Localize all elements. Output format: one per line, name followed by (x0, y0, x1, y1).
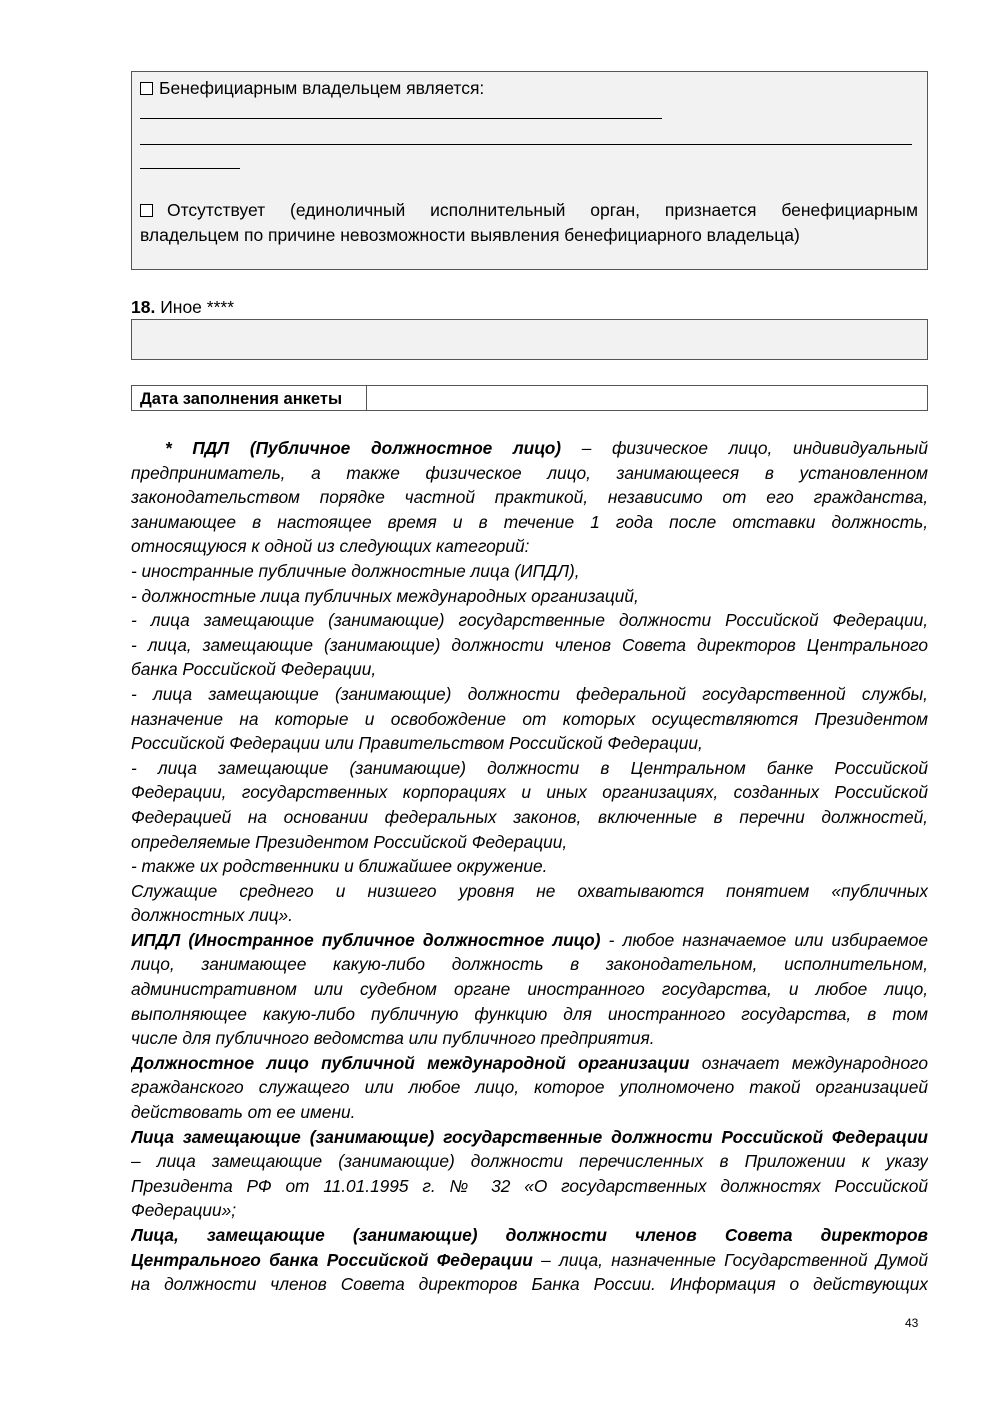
ipdl-line-5: числе для публичного ведомства или публичного предприятия. (131, 1028, 655, 1049)
category-6-line-3: Федерацией на основании федеральных законов, включенные в перечни должностей, (131, 806, 928, 827)
checkbox-beneficiary[interactable] (140, 82, 153, 95)
notes (131, 436, 928, 1297)
category-1: - иностранные публичные должностные лица (ИПДЛ), (131, 560, 580, 581)
category-4-line-2: банка Российской Федерации, (131, 659, 377, 680)
staff-line-1: Служащие среднего и низшего уровня не охватываются понятием «публичных (131, 880, 928, 901)
rf-line-1 (131, 1125, 928, 1150)
rf-line-2: – лица замещающие (занимающие) должности перечисленных в Приложении к указу (131, 1151, 928, 1172)
absent-line-1: Отсутствует (единоличный исполнительный орган, признается бенефициарным (167, 200, 918, 220)
category-6-line-4: определяемые Президентом Российской Федерации, (131, 831, 568, 852)
checkbox-absent[interactable] (140, 204, 153, 217)
category-2: - должностные лица публичных международных организаций, (131, 585, 639, 606)
date-label: Дата заполнения анкеты (140, 390, 343, 408)
rf-line-3: Президента РФ от 11.01.1995 г. № 32 «О государственных должностях Российской (131, 1175, 928, 1196)
cb-term-1: Лица, замещающие (занимающие) должности членов Совета директоров (131, 1225, 928, 1245)
intl-term: Должностное лицо публичной международной организации (131, 1052, 690, 1073)
absent-line-2: владельцем по причине невозможности выявления бенефициарного владельца) (140, 225, 800, 245)
fill-line-2[interactable] (140, 144, 912, 145)
intl-line-2: гражданского служащего или любое лицо, которое уполномочено такой организацией (131, 1077, 928, 1098)
category-5-line-1: - лица замещающие (занимающие) должности федеральной государственной службы, (131, 683, 928, 704)
section-18-number: 18. (131, 297, 156, 317)
category-3: - лица замещающие (занимающие) государственные должности Российской Федерации, (131, 610, 928, 631)
category-5-line-2: назначение на которые и освобождение от которых осуществляются Президентом (131, 708, 928, 729)
rf-line-4: Федерации»; (131, 1200, 237, 1221)
ipdl-line-1: ИПДЛ (Иностранное публичное должностное лицо) - любое назначаемое или избираемое (131, 929, 928, 950)
pdl-line-5: относящуюся к одной из следующих категорий: (131, 536, 530, 557)
category-6-line-2: Федерации, государственных корпорациях и иных организациях, созданных Российской (131, 782, 928, 803)
intl-line-1: Должностное лицо публичной международной организации означает международного (131, 1052, 928, 1073)
pdl-line-2: предприниматель, а также физическое лицо, занимающееся в установленном (131, 462, 928, 483)
category-6-line-1: - лица замещающие (занимающие) должности в Центральном банке Российской (131, 757, 928, 778)
date-value-field[interactable] (368, 386, 927, 410)
section-18-label: Иное **** (160, 297, 235, 317)
category-7: - также их родственники и ближайшее окружение. (131, 856, 548, 877)
cb-term-2: Центрального банка Российской Федерации (131, 1249, 533, 1270)
beneficiary-option-label: Бенефициарным владельцем является: (159, 78, 485, 98)
pdl-term: * ПДЛ (Публичное должностное лицо) (165, 438, 562, 458)
page-number: 43 (905, 1316, 919, 1330)
beneficiary-option (140, 76, 484, 100)
ipdl-term: ИПДЛ (Иностранное публичное должностное лицо) (131, 929, 601, 950)
cb-line-3: на должности членов Совета директоров Банка России. Информация о действующих (131, 1274, 928, 1295)
category-4-line-1: - лица, замещающие (занимающие) должности членов Совета директоров Центрального (131, 634, 928, 655)
pdl-line-3: законодательством порядке частной практикой, независимо от его гражданства, (131, 487, 928, 508)
section-18-field[interactable] (131, 319, 928, 360)
staff-line-2: должностных лиц». (131, 905, 293, 926)
fill-line-1[interactable] (140, 118, 662, 119)
absent-option (140, 198, 918, 222)
fill-line-3[interactable] (140, 168, 240, 169)
pdl-line-1: * ПДЛ (Публичное должностное лицо) – физическое лицо, индивидуальный (131, 436, 928, 461)
ipdl-line-2: лицо, занимающее какую-либо должность в законодательном, исполнительном, (131, 954, 928, 975)
ipdl-line-3: административном или судебном органе иностранного государства, и любое лицо, (131, 979, 928, 1000)
category-5-line-3: Российской Федерации или Правительством Российской Федерации, (131, 733, 703, 754)
ipdl-line-4: выполняющее какую-либо публичную функцию для иностранного государства, в том (131, 1003, 928, 1024)
rf-term: Лица замещающие (занимающие) государственные должности Российской Федерации (131, 1126, 928, 1147)
cb-line-1 (131, 1223, 928, 1248)
cb-line-2: Центрального банка Российской Федерации – лица, назначенные Государственной Думой (131, 1249, 928, 1270)
intl-line-3: действовать от ее имени. (131, 1102, 356, 1123)
section-18-heading (131, 295, 234, 319)
pdl-line-4: занимающее в настоящее время и в течение 1 года после отставки должность, (131, 511, 928, 532)
